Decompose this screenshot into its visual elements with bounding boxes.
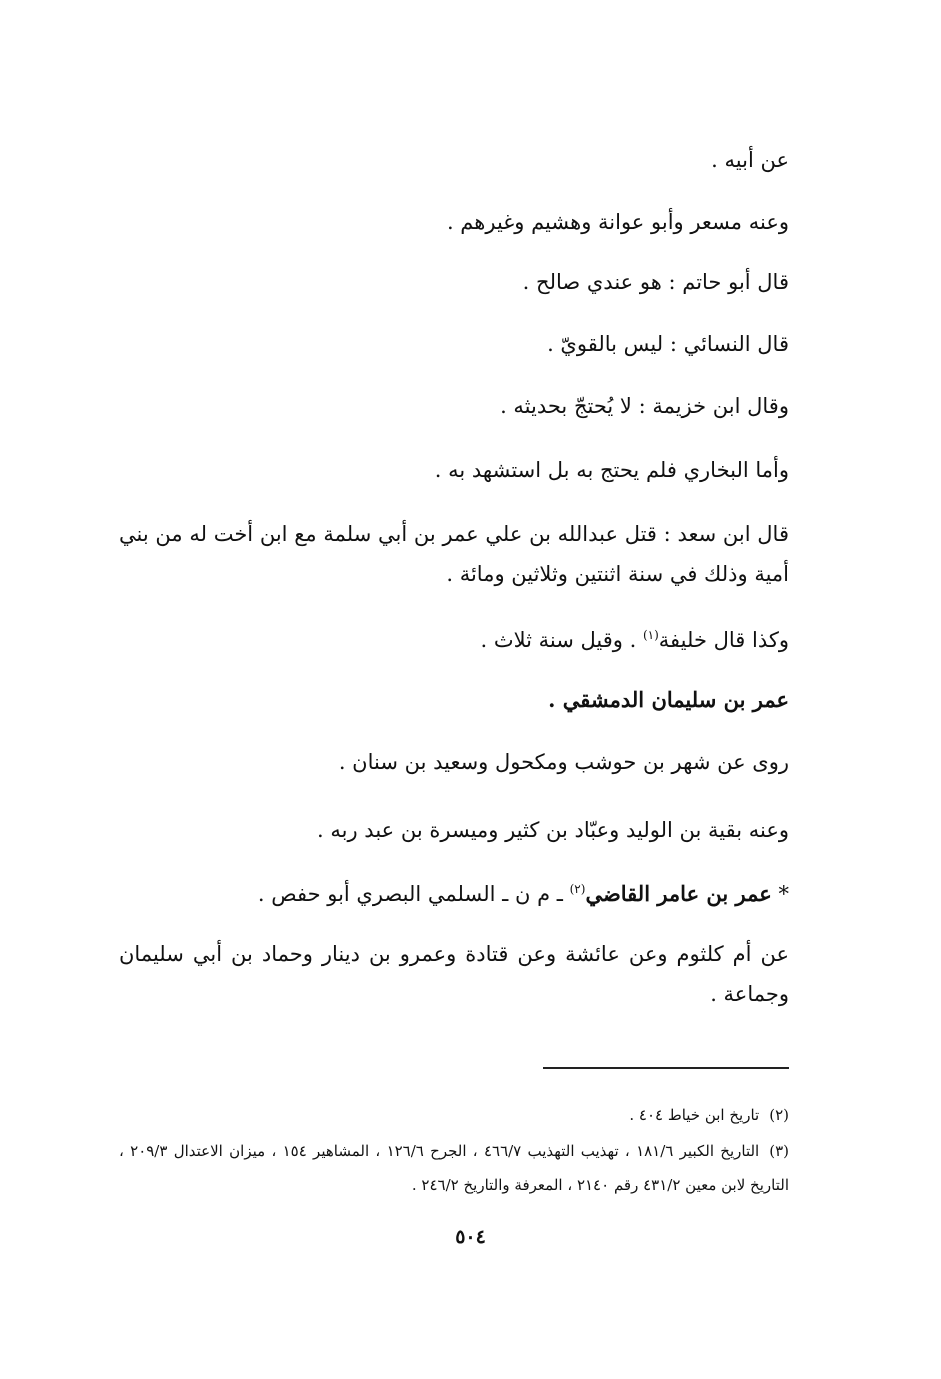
- footnote-2: [119, 1098, 789, 1132]
- footnote-ref-1: (١): [642, 628, 659, 642]
- text-line-6: وأما البخاري فلم يحتج به بل استشهد به .: [434, 458, 789, 482]
- entry-heading-umar-sulayman: عمر بن سليمان الدمشقي .: [548, 687, 789, 712]
- entry2-details: ـ م ن ـ السلمي البصري أبو حفص .: [257, 882, 563, 906]
- khalifa-after: . وقيل سنة ثلاث .: [480, 628, 637, 652]
- text-line-2: وعنه مسعر وأبو عوانة وهشيم وغيرهم .: [446, 210, 789, 234]
- footnote-3: [119, 1134, 789, 1202]
- footnote-2-text: تاريخ ابن خياط ٤٠٤ .: [629, 1106, 760, 1124]
- entry2-name: عمر بن عامر القاضي: [585, 881, 772, 906]
- footnote-2-number: (٢): [769, 1106, 789, 1124]
- entry-marker: *: [778, 882, 789, 906]
- footnote-3-number: (٣): [769, 1142, 789, 1160]
- khalifa-before: وكذا قال خليفة: [658, 628, 789, 652]
- entry1-narrated-from: روى عن شهر بن حوشب ومكحول وسعيد بن سنان .: [338, 750, 789, 774]
- footnote-ref-2: (٢): [569, 882, 586, 896]
- khalifa-line: [480, 620, 789, 660]
- entry-heading-umar-amir: [258, 874, 789, 914]
- entry1-narrated-by: وعنه بقية بن الوليد وعبّاد بن كثير وميسرة بن عبد ربه .: [317, 818, 789, 842]
- page-number: ٥٠٤: [455, 1226, 486, 1248]
- footnote-divider: [543, 1067, 789, 1069]
- entry2-narration: عن أم كلثوم وعن عائشة وعن قتادة وعمرو بن دينار وحماد بن أبي سليمان وجماعة .: [119, 942, 789, 1006]
- text-line-5: وقال ابن خزيمة : لا يُحتجّ بحديثه .: [500, 394, 789, 418]
- text-line-3: قال أبو حاتم : هو عندي صالح .: [522, 270, 789, 294]
- ibn-saad-paragraph: قال ابن سعد : قتل عبدالله بن علي عمر بن أبي سلمة مع ابن أخت له من بني أمية وذلك في سنة اثنتين وثلاثين ومائة .: [119, 522, 789, 586]
- footnote-3-text: التاريخ الكبير ١٨١/٦ ، تهذيب التهذيب ٤٦٦/٧ ، الجرح ١٢٦/٦ ، المشاهير ١٥٤ ، ميزان الاعتدال ٢٠٩/٣ ، التاريخ لابن معين ٤٣١/٢ رقم ٢١٤٠ ، المعرفة والتاريخ ٢٤٦/٢ .: [119, 1142, 789, 1194]
- text-line-4: قال النسائي : ليس بالقويّ .: [547, 332, 789, 356]
- text-line-1: عن أبيه .: [711, 148, 789, 172]
